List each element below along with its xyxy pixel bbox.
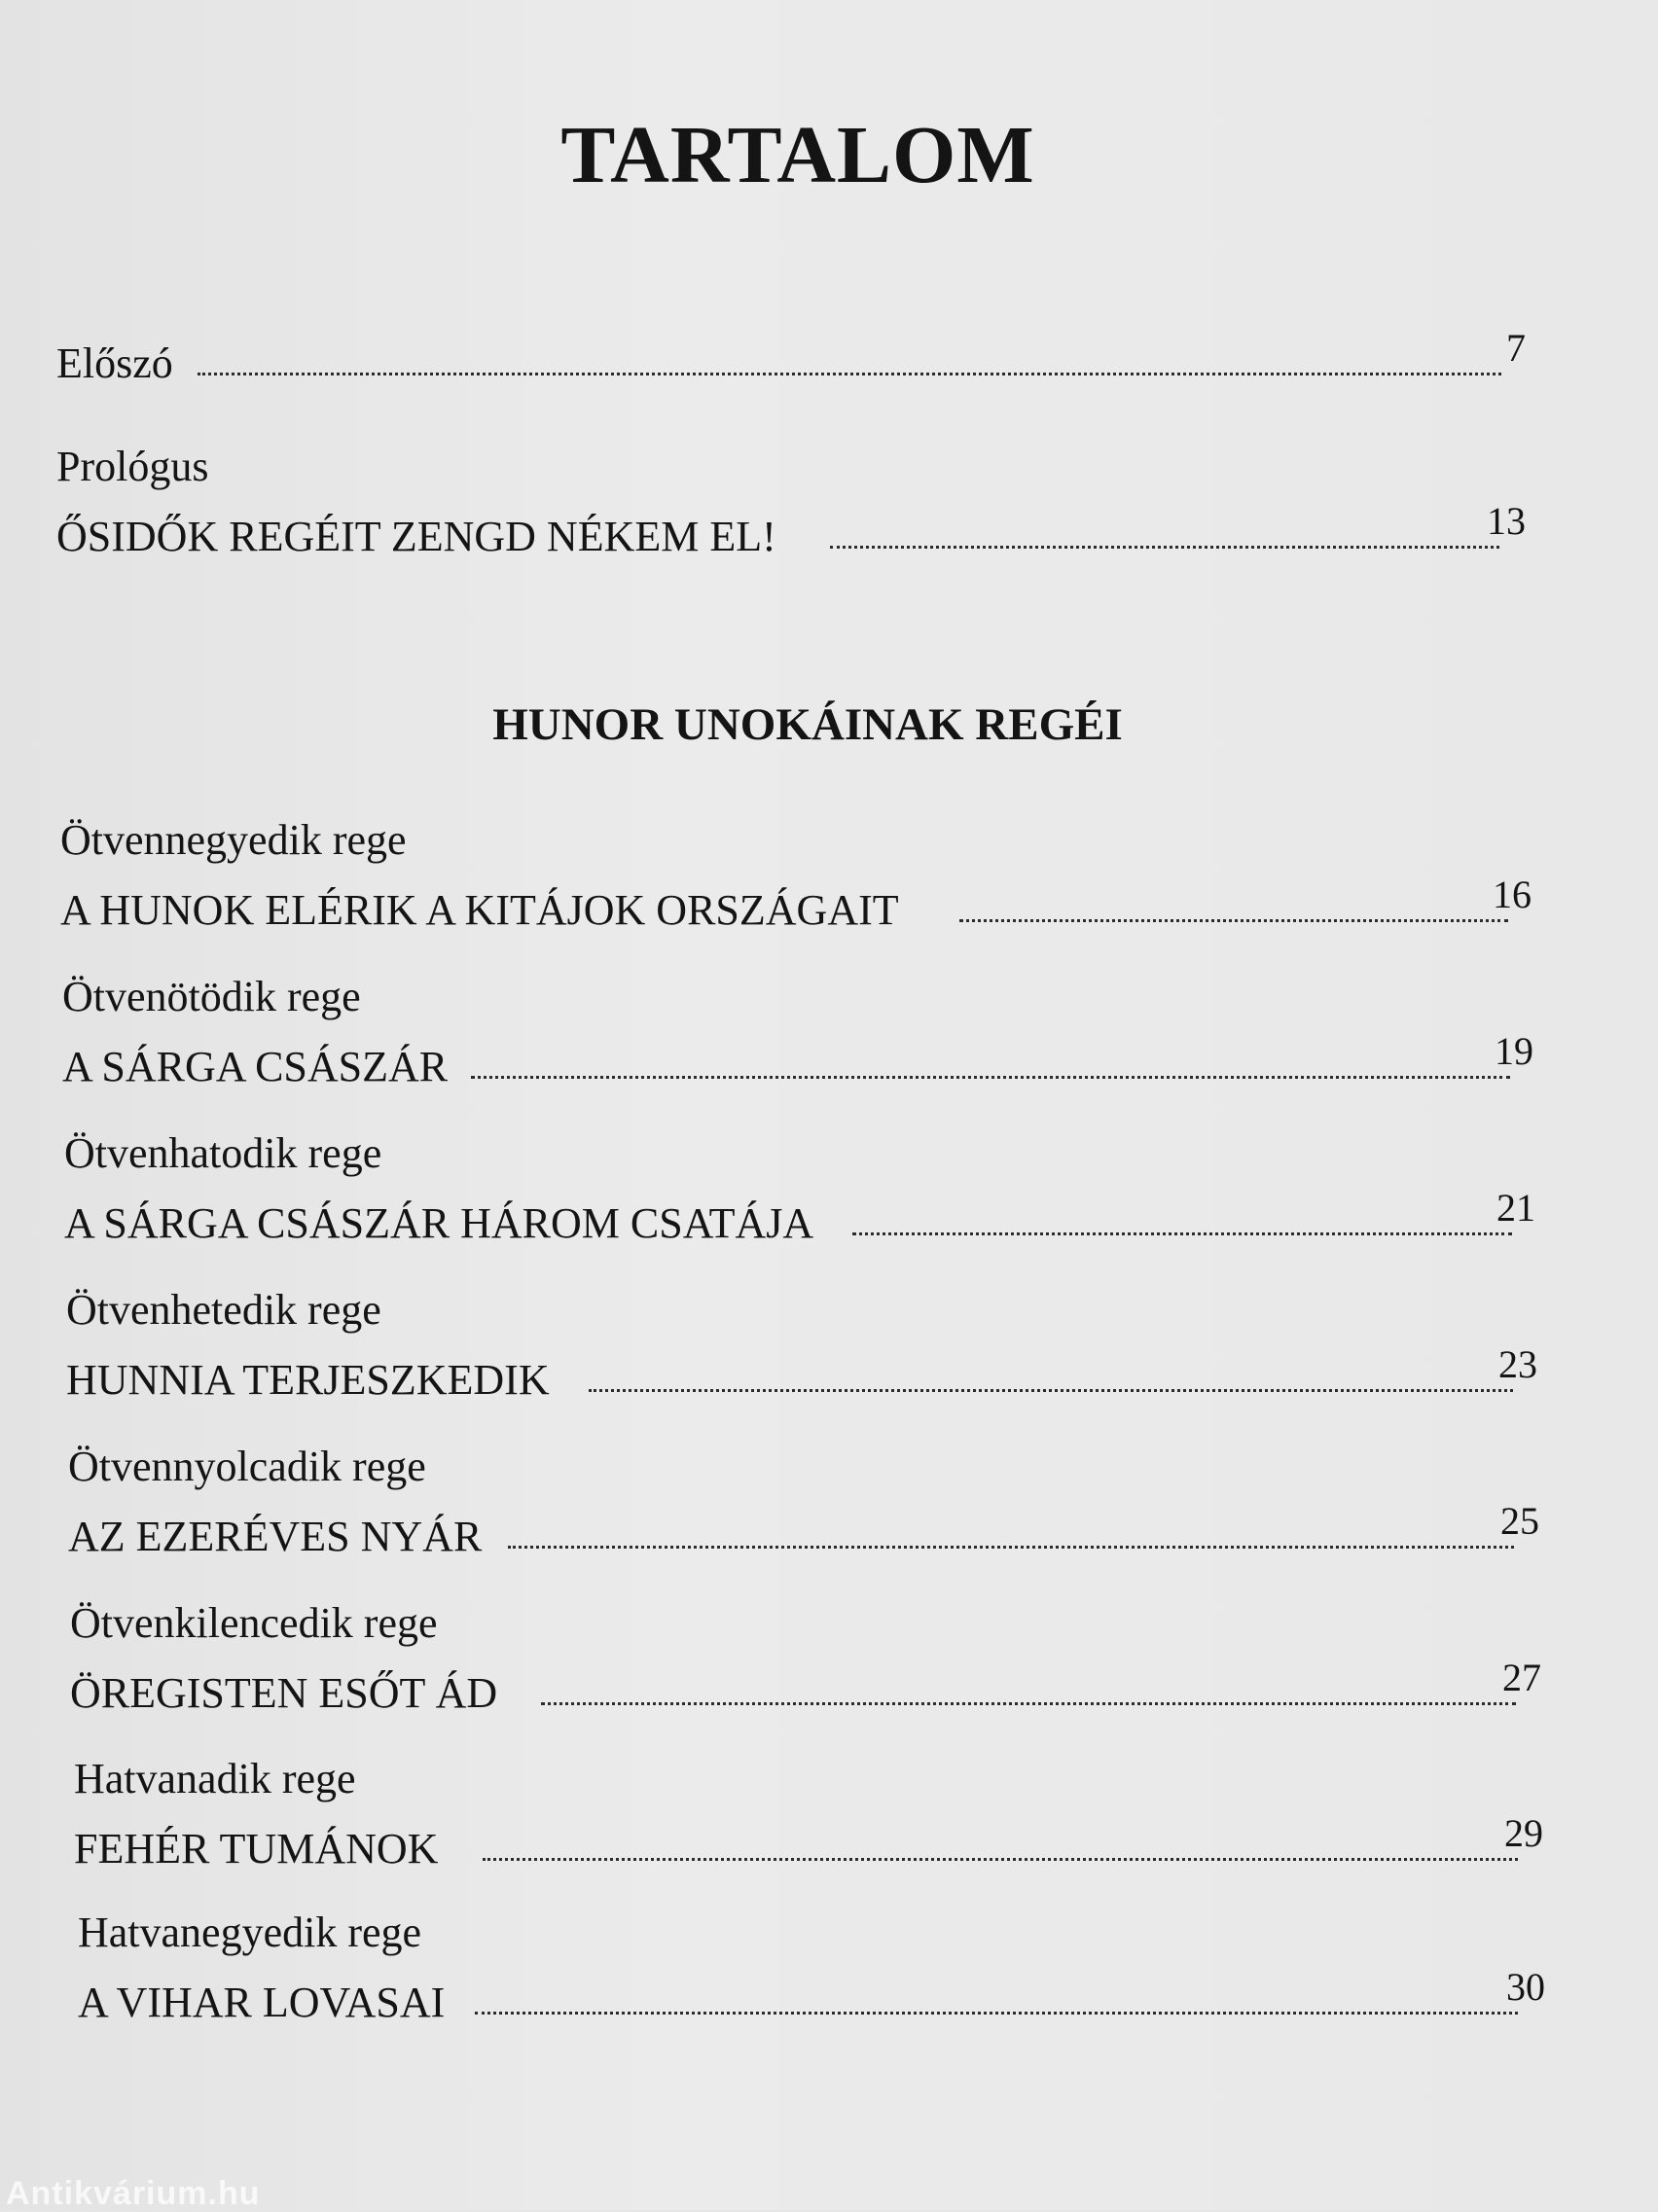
toc-entry-title: HUNNIA TERJESZKEDIK: [66, 1356, 550, 1404]
toc-row: [56, 499, 1565, 560]
toc-row: [62, 1029, 1570, 1090]
toc-page-number: 30: [1506, 1965, 1545, 2009]
toc-page-number: 29: [1504, 1811, 1543, 1855]
toc-entry-foreword: [56, 326, 1565, 387]
toc-entry-title: ÖREGISTEN ESŐT ÁD: [70, 1669, 498, 1717]
toc-row: [60, 873, 1568, 934]
dot-leader: [830, 546, 1499, 549]
toc-row: [56, 326, 1565, 387]
toc-page-number: 19: [1495, 1029, 1533, 1073]
toc-entry-subtitle: Ötvenhetedik rege: [66, 1286, 381, 1334]
toc-entry-title: Előszó: [56, 339, 173, 387]
toc-page-number: 16: [1493, 873, 1532, 916]
toc-entry: [74, 1755, 1582, 1873]
toc-entry-subtitle: Ötvenkilencedik rege: [70, 1599, 438, 1647]
toc-row: [68, 1499, 1576, 1560]
toc-entry-title: A SÁRGA CSÁSZÁR: [62, 1043, 449, 1090]
dot-leader: [541, 1702, 1516, 1705]
toc-page-number: 7: [1506, 326, 1526, 370]
toc-entry: [60, 816, 1568, 934]
toc-row: [78, 1965, 1586, 2026]
dot-leader: [959, 919, 1508, 922]
toc-row: [64, 1186, 1572, 1247]
toc-entry: [66, 1286, 1574, 1404]
dot-leader: [483, 1858, 1518, 1861]
dot-leader: [475, 2012, 1518, 2015]
toc-entry-title: FEHÉR TUMÁNOK: [74, 1825, 439, 1873]
toc-page-number: 23: [1498, 1342, 1537, 1386]
section-heading: HUNOR UNOKÁINAK REGÉI: [492, 699, 1123, 750]
toc-entry-title: ŐSIDŐK REGÉIT ZENGD NÉKEM EL!: [56, 513, 776, 560]
toc-entry: [78, 1911, 1586, 2024]
toc-entry-subtitle: Hatvanadik rege: [74, 1755, 356, 1802]
toc-entry-title: A VIHAR LOVASAI: [78, 1979, 446, 2026]
toc-entry-subtitle: Prológus: [56, 443, 209, 490]
dot-leader: [508, 1546, 1514, 1549]
toc-row: [70, 1656, 1578, 1717]
toc-entry-title: AZ EZERÉVES NYÁR: [68, 1513, 483, 1560]
toc-entry: [70, 1599, 1578, 1717]
toc-page-number: 27: [1502, 1656, 1541, 1699]
toc-entry-title: A SÁRGA CSÁSZÁR HÁROM CSATÁJA: [64, 1199, 814, 1247]
dot-leader: [852, 1232, 1512, 1235]
toc-entry: [68, 1445, 1576, 1558]
toc-entry-title: A HUNOK ELÉRIK A KITÁJOK ORSZÁGAIT: [60, 886, 899, 934]
toc-entry-subtitle: Ötvennyolcadik rege: [68, 1443, 426, 1490]
toc-entry-subtitle: Ötvenhatodik rege: [64, 1129, 382, 1177]
watermark: Antikvárium.hu: [6, 2175, 261, 2212]
dot-leader: [471, 1076, 1510, 1079]
toc-entry: [64, 1129, 1572, 1247]
toc-entry-subtitle: Ötvennegyedik rege: [60, 816, 407, 864]
toc-row: [74, 1811, 1582, 1873]
toc-entry-subtitle: Ötvenötödik rege: [62, 973, 361, 1020]
toc-entry-subtitle: Hatvanegyedik rege: [78, 1909, 422, 1956]
toc-page-number: 25: [1500, 1499, 1539, 1543]
toc-row: [66, 1342, 1574, 1404]
toc-page-number: 13: [1487, 499, 1526, 543]
dot-leader: [198, 373, 1501, 375]
dot-leader: [589, 1389, 1513, 1392]
toc-entry: [62, 973, 1570, 1090]
toc-entry-prologue: [56, 443, 1565, 560]
page-title: TARTALOM: [560, 110, 1035, 200]
toc-page-number: 21: [1496, 1186, 1535, 1230]
